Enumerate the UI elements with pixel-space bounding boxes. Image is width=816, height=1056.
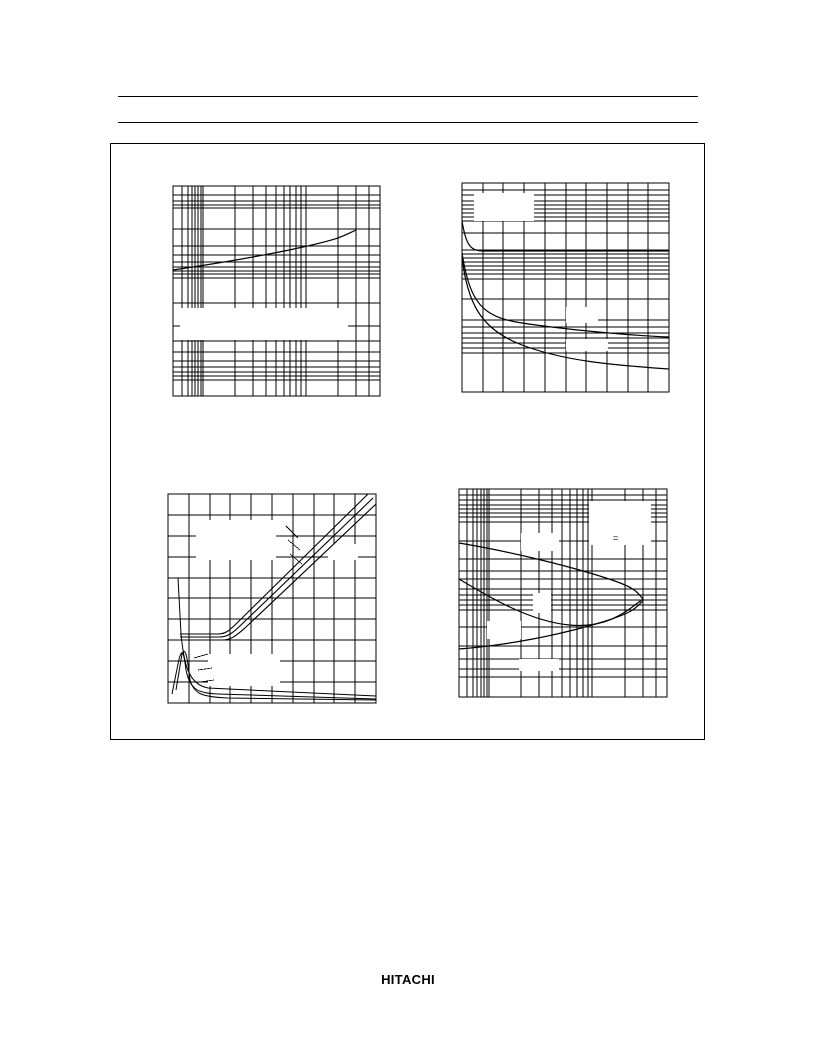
header-rule-bottom xyxy=(118,122,698,123)
chart-1-curve xyxy=(173,230,356,270)
chart-3-label-right xyxy=(328,544,358,560)
chart-3-pointer-2 xyxy=(288,540,300,550)
chart-3-plot xyxy=(168,494,376,703)
chart-3-legend-box-lower xyxy=(208,654,280,686)
chart-2-label-b xyxy=(566,339,608,351)
chart-2-legend-box xyxy=(474,193,534,221)
chart-4-label-low xyxy=(487,621,521,639)
chart-3-line-b xyxy=(180,498,373,637)
chart-1-legend-box xyxy=(180,308,348,340)
chart-4-label-mid xyxy=(533,593,551,613)
chart-4-label-top xyxy=(521,533,559,551)
chart-1-gridlines xyxy=(173,186,380,396)
header-rule-top xyxy=(118,96,698,97)
chart-2-plot xyxy=(462,183,669,392)
chart-4-plot xyxy=(459,489,667,697)
footer-logo: HITACHI xyxy=(381,972,435,987)
chart-3-pointer-4 xyxy=(194,654,208,658)
chart-1-plot xyxy=(173,186,380,396)
chart-4-legend-box xyxy=(589,501,651,545)
chart-3-pointer-3 xyxy=(290,554,302,564)
chart-3-legend-box-upper xyxy=(196,520,276,560)
chart-4-equals-mark: = xyxy=(613,533,619,543)
chart-2-label-a xyxy=(566,307,598,323)
chart-4-label-bottom xyxy=(519,659,559,671)
